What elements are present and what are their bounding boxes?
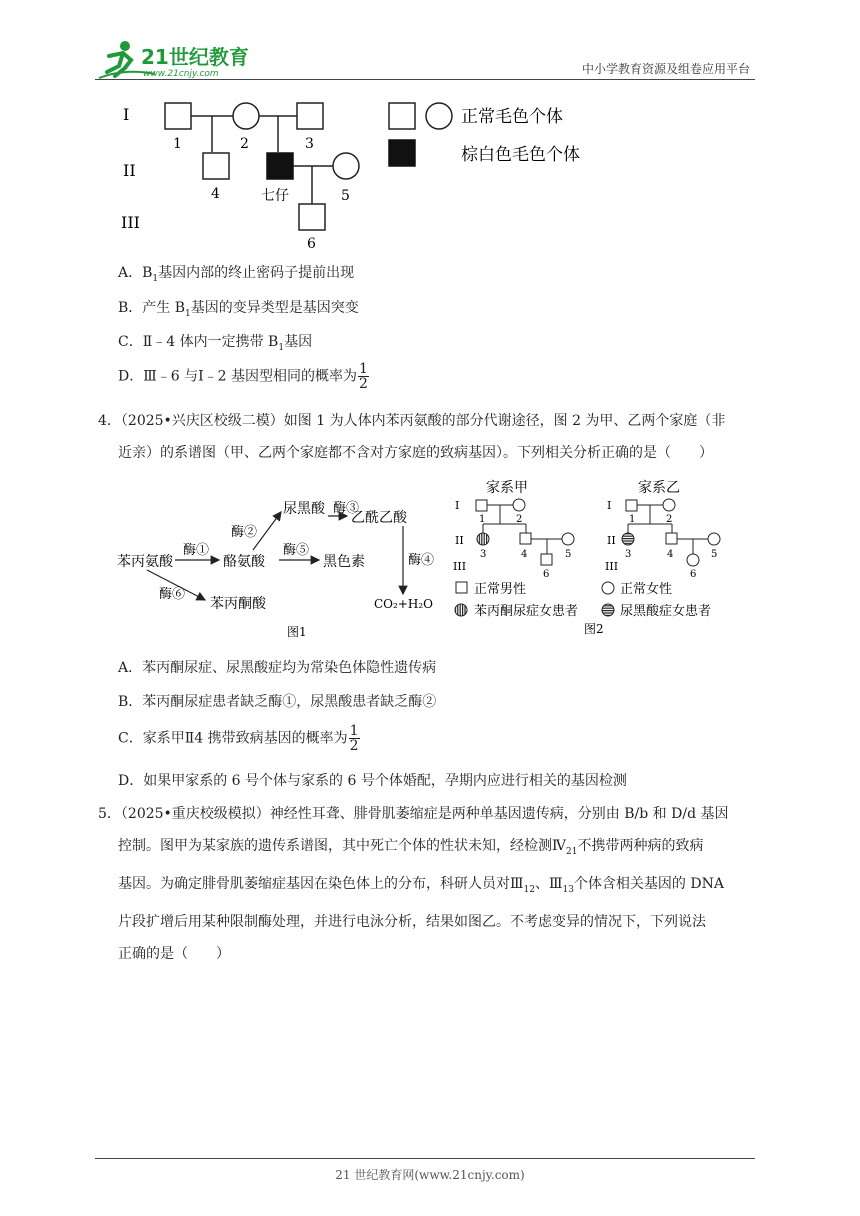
svg-text:III: III [453, 560, 467, 573]
gen-label-III: III [121, 213, 140, 232]
footer-text: 21 世纪教育网(www.21cnjy.com) [335, 1168, 525, 1182]
q4-option-c: C．家系甲Ⅱ4 携带致病基因的概率为 $\frac{1}{2}$ [118, 723, 359, 754]
svg-text:图1: 图1 [287, 625, 307, 639]
svg-text:正常男性: 正常男性 [474, 582, 527, 597]
svg-text:2: 2 [516, 514, 523, 525]
svg-text:酶⑥: 酶⑥ [159, 587, 186, 602]
svg-text:七仔: 七仔 [261, 188, 289, 204]
svg-text:苯丙酮尿症女患者: 苯丙酮尿症女患者 [474, 604, 579, 619]
fraction: $\frac{1}{2}$ [358, 361, 368, 392]
svg-text:棕白色毛色个体: 棕白色毛色个体 [461, 145, 580, 165]
svg-text:4: 4 [667, 549, 674, 560]
svg-text:正常女性: 正常女性 [620, 582, 673, 597]
svg-text:苯丙酮酸: 苯丙酮酸 [210, 596, 266, 612]
svg-text:I: I [607, 499, 612, 512]
svg-text:黑色素: 黑色素 [323, 554, 365, 570]
svg-text:5: 5 [565, 549, 572, 560]
q3-option-a: A．$B_1$基因内部的终止密码子提前出现 [118, 265, 355, 284]
q3-option-c: C．Ⅱ﹣4 体内一定携带 $B_1$基因 [118, 334, 313, 353]
gen-label-II: II [123, 161, 136, 180]
svg-text:1: 1 [629, 514, 636, 525]
svg-text:苯丙氨酸: 苯丙氨酸 [117, 554, 173, 570]
svg-text:5: 5 [711, 549, 718, 560]
svg-text:III: III [605, 560, 619, 573]
site-logo [95, 38, 265, 82]
svg-text:1: 1 [173, 136, 182, 152]
svg-text:I: I [455, 499, 460, 512]
svg-text:6: 6 [543, 569, 550, 580]
svg-text:21世纪教育: 21世纪教育 [141, 45, 249, 69]
svg-text:酶②: 酶② [231, 525, 258, 540]
svg-text:II: II [607, 534, 616, 547]
svg-text:家系甲: 家系甲 [486, 480, 528, 496]
svg-text:图2: 图2 [584, 622, 604, 636]
q5-stem: 5．（2025•重庆校级模拟）神经性耳聋、腓骨肌萎缩症是两种单基因遗传病，分别由 B/b 和 D/d 基因 控制。图甲为某家族的遗传系谱图，其中死亡个体的性状未知，经检测$Ⅳ_{21}$不携带两种病的致病 基因。为确定腓骨肌萎缩症基因在染色体上的分布，科研人员对$Ⅲ_{12}$、$Ⅲ_{13}$个体含相关基因的 DNA 片段扩增后用某种限制酶处理，并进行电泳分析，结果如图乙。不考虑变异的情况下，下列说法 正确的是（ ） [98, 806, 729, 962]
svg-text:1: 1 [479, 514, 486, 525]
svg-text:家系乙: 家系乙 [638, 480, 680, 496]
svg-text:3: 3 [480, 549, 487, 560]
svg-text:酶③: 酶③ [333, 501, 360, 516]
svg-text:II: II [455, 534, 464, 547]
svg-text:酪氨酸: 酪氨酸 [223, 554, 265, 570]
svg-text:www.21cnjy.com: www.21cnjy.com [143, 69, 219, 79]
svg-text:尿黑酸: 尿黑酸 [283, 501, 325, 517]
q4-option-a: A．苯丙酮尿症、尿黑酸症均为常染色体隐性遗传病 [118, 660, 437, 676]
q4-option-b: B．苯丙酮尿症患者缺乏酶①，尿黑酸患者缺乏酶② [118, 694, 437, 710]
svg-text:尿黑酸症女患者: 尿黑酸症女患者 [620, 604, 712, 619]
pedigree-figure-top [115, 92, 595, 256]
q3-option-b: B．产生 $B_1$基因的变异类型是基因突变 [118, 300, 359, 319]
svg-text:乙酰乙酸: 乙酰乙酸 [351, 510, 407, 526]
svg-text:正常毛色个体: 正常毛色个体 [461, 107, 563, 127]
q4-stem: 4．（2025•兴庆区校级二模）如图 1 为人体内苯丙氨酸的部分代谢途径，图 2 为甲、乙两个家庭（非 近亲）的系谱图（甲、乙两个家庭都不含对方家庭的致病基因）。下列相关分析正确的是（ ） [98, 413, 726, 461]
svg-text:酶④: 酶④ [408, 553, 435, 568]
q3-option-d: D．Ⅲ﹣6 与Ⅰ﹣2 基因型相同的概率为 $\frac{1}{2}$ [118, 361, 368, 392]
svg-text:2: 2 [240, 136, 249, 152]
header-platform-text: 中小学教育资源及组卷应用平台 [581, 62, 750, 76]
svg-text:3: 3 [625, 549, 632, 560]
svg-text:5: 5 [341, 188, 350, 204]
fraction: $\frac{1}{2}$ [349, 723, 359, 754]
svg-text:4: 4 [211, 186, 220, 202]
gen-label-I: I [123, 105, 130, 124]
footer-divider [95, 1158, 755, 1159]
svg-text:2: 2 [666, 514, 673, 525]
svg-text:3: 3 [305, 136, 314, 152]
figure-2-pedigrees [450, 478, 750, 644]
svg-text:4: 4 [521, 549, 528, 560]
q4-option-d: D．如果甲家系的 6 号个体与家系的 6 号个体婚配，孕期内应进行相关的基因检测 [118, 773, 627, 789]
svg-text:酶①: 酶① [183, 543, 210, 558]
svg-text:6: 6 [690, 569, 697, 580]
svg-text:CO₂+H₂O: CO₂+H₂O [374, 597, 433, 611]
svg-text:酶⑤: 酶⑤ [283, 543, 310, 558]
figure-1-pathway [115, 478, 455, 644]
header-divider [95, 79, 755, 80]
svg-text:6: 6 [307, 236, 316, 252]
